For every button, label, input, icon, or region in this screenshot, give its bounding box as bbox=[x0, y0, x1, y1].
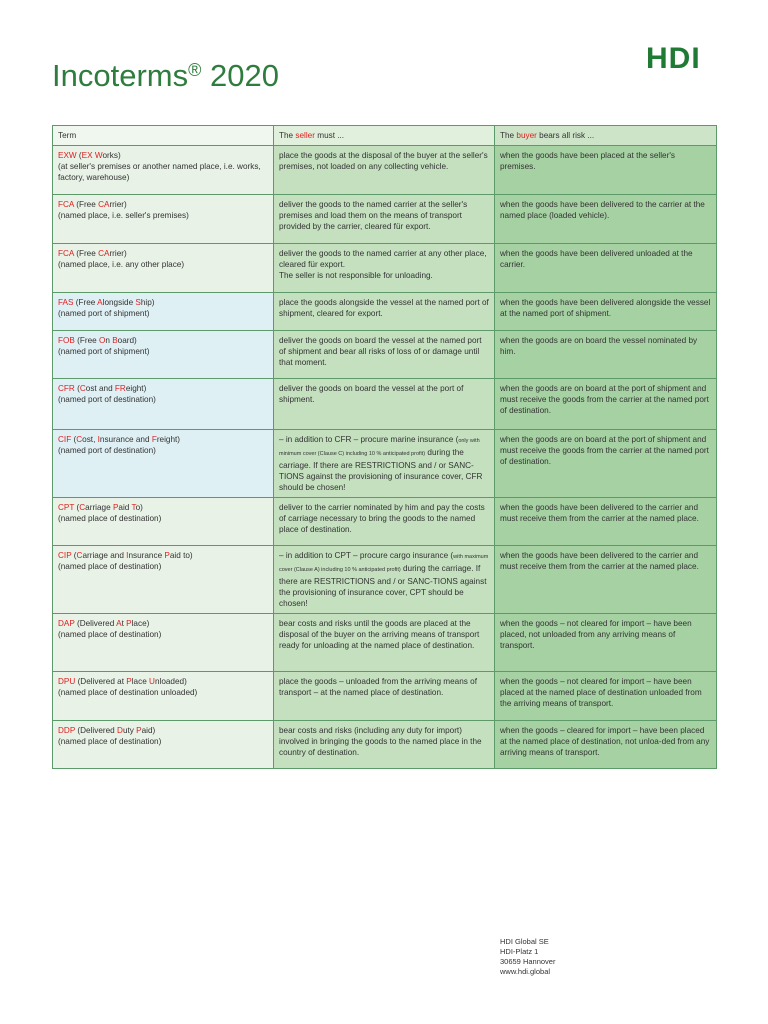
buyer-cell: when the goods are on board at the port of shipment and must receive the goods from the carrier at the named port of destination. bbox=[495, 430, 717, 498]
buyer-header: The buyer bears all risk ... bbox=[495, 126, 717, 146]
table-row bbox=[53, 498, 717, 546]
buyer-cell: when the goods have been delivered alongside the vessel at the named port of shipment. bbox=[495, 293, 717, 331]
term-cell: CFR (Cost and FReight) (named port of destination) bbox=[53, 379, 274, 430]
table-row bbox=[53, 721, 717, 769]
seller-cell: deliver the goods on board the vessel at the named port of shipment and bear all risks of loss of or damage until that moment. bbox=[274, 331, 495, 379]
city-address: 30659 Hannover bbox=[500, 957, 556, 966]
table-row bbox=[53, 546, 717, 614]
term-cell: FOB (Free On Board) (named port of shipment) bbox=[53, 331, 274, 379]
table-row bbox=[53, 195, 717, 244]
seller-cell: place the goods – unloaded from the arriving means of transport – at the named place of destination. bbox=[274, 672, 495, 721]
buyer-cell: when the goods are on board the vessel nominated by him. bbox=[495, 331, 717, 379]
term-cell: DAP (Delivered At Place) (named place of destination) bbox=[53, 614, 274, 672]
seller-cell: – in addition to CPT – procure cargo insurance (with maximum cover (Clause A) including 10 % anticipated profit) during the carriage. If there are RESTRICTIONS and / or SANC-TIONS against the provisioning of insurance cover, CPT should be chosen! bbox=[274, 546, 495, 614]
term-cell: FAS (Free Alongside Ship) (named port of shipment) bbox=[53, 293, 274, 331]
seller-cell: deliver the goods to the named carrier at any other place, cleared für export. The seller is not responsible for unloading. bbox=[274, 244, 495, 293]
buyer-cell: when the goods have been delivered to the carrier and must receive them from the carrier at the named place. bbox=[495, 498, 717, 546]
seller-cell: deliver the goods on board the vessel at the port of shipment. bbox=[274, 379, 495, 430]
term-cell: CIF (Cost, Insurance and Freight) (named port of destination) bbox=[53, 430, 274, 498]
buyer-cell: when the goods have been placed at the seller's premises. bbox=[495, 146, 717, 195]
website-link[interactable]: www.hdi.global bbox=[500, 967, 551, 976]
incoterms-table bbox=[52, 125, 717, 769]
table-row bbox=[53, 379, 717, 430]
company-name: HDI Global SE bbox=[500, 937, 549, 946]
term-cell: FCA (Free CArrier) (named place, i.e. seller's premises) bbox=[53, 195, 274, 244]
hdi-logo: HDI bbox=[646, 42, 701, 75]
term-header: Term bbox=[53, 126, 274, 146]
term-cell: EXW (EX Works) (at seller's premises or another named place, i.e. works, factory, warehouse) bbox=[53, 146, 274, 195]
table-row bbox=[53, 293, 717, 331]
term-cell: DPU (Delivered at Place Unloaded) (named place of destination unloaded) bbox=[53, 672, 274, 721]
table-row bbox=[53, 430, 717, 498]
page-title: Incoterms® 2020 bbox=[52, 58, 279, 93]
buyer-cell: when the goods have been delivered unloaded at the carrier. bbox=[495, 244, 717, 293]
buyer-cell: when the goods – cleared for import – have been placed at the named place of destination, not unloa-ded from any arriving means of transport. bbox=[495, 721, 717, 769]
table-row bbox=[53, 244, 717, 293]
buyer-cell: when the goods are on board at the port of shipment and must receive the goods from the carrier at the named port of destination. bbox=[495, 379, 717, 430]
seller-cell: bear costs and risks until the goods are placed at the disposal of the buyer on the arriving means of transport ready for unloading at the named place of destination. bbox=[274, 614, 495, 672]
table-row bbox=[53, 614, 717, 672]
street-address: HDI-Platz 1 bbox=[500, 947, 539, 956]
table-row bbox=[53, 146, 717, 195]
term-cell: CPT (Carriage Paid To) (named place of destination) bbox=[53, 498, 274, 546]
buyer-cell: when the goods have been delivered to the carrier and must receive them from the carrier at the named place. bbox=[495, 546, 717, 614]
seller-cell: place the goods at the disposal of the buyer at the seller's premises, not loaded on any collecting vehicle. bbox=[274, 146, 495, 195]
term-cell: FCA (Free CArrier) (named place, i.e. any other place) bbox=[53, 244, 274, 293]
term-cell: CIP (Carriage and Insurance Paid to) (named place of destination) bbox=[53, 546, 274, 614]
seller-cell: – in addition to CFR – procure marine insurance (only with minimum cover (Clause C) including 10 % anticipated profit) during the carriage. If there are RESTRICTIONS and / or SANC-TIONS against the provisioning of insurance cover, CFR should be chosen! bbox=[274, 430, 495, 498]
seller-cell: deliver the goods to the named carrier at the seller's premises and load them on the means of transport provided by the carrier, cleared für export. bbox=[274, 195, 495, 244]
buyer-cell: when the goods – not cleared for import – have been placed at the named place of destination unloaded from the arriving means of transport. bbox=[495, 672, 717, 721]
seller-cell: deliver to the carrier nominated by him and pay the costs of carriage necessary to bring the goods to the named place of destination. bbox=[274, 498, 495, 546]
table-row bbox=[53, 331, 717, 379]
seller-header: The seller must ... bbox=[274, 126, 495, 146]
seller-cell: bear costs and risks (including any duty for import) involved in bringing the goods to the named place in the country of destination. bbox=[274, 721, 495, 769]
buyer-cell: when the goods – not cleared for import – have been placed, not unloaded from any arriving means of transport. bbox=[495, 614, 717, 672]
table-header-row bbox=[53, 126, 717, 146]
term-cell: DDP (Delivered Duty Paid) (named place of destination) bbox=[53, 721, 274, 769]
buyer-cell: when the goods have been delivered to the carrier at the named place (loaded vehicle). bbox=[495, 195, 717, 244]
table-row bbox=[53, 672, 717, 721]
company-address bbox=[500, 937, 555, 977]
seller-cell: place the goods alongside the vessel at the named port of shipment, cleared for export. bbox=[274, 293, 495, 331]
